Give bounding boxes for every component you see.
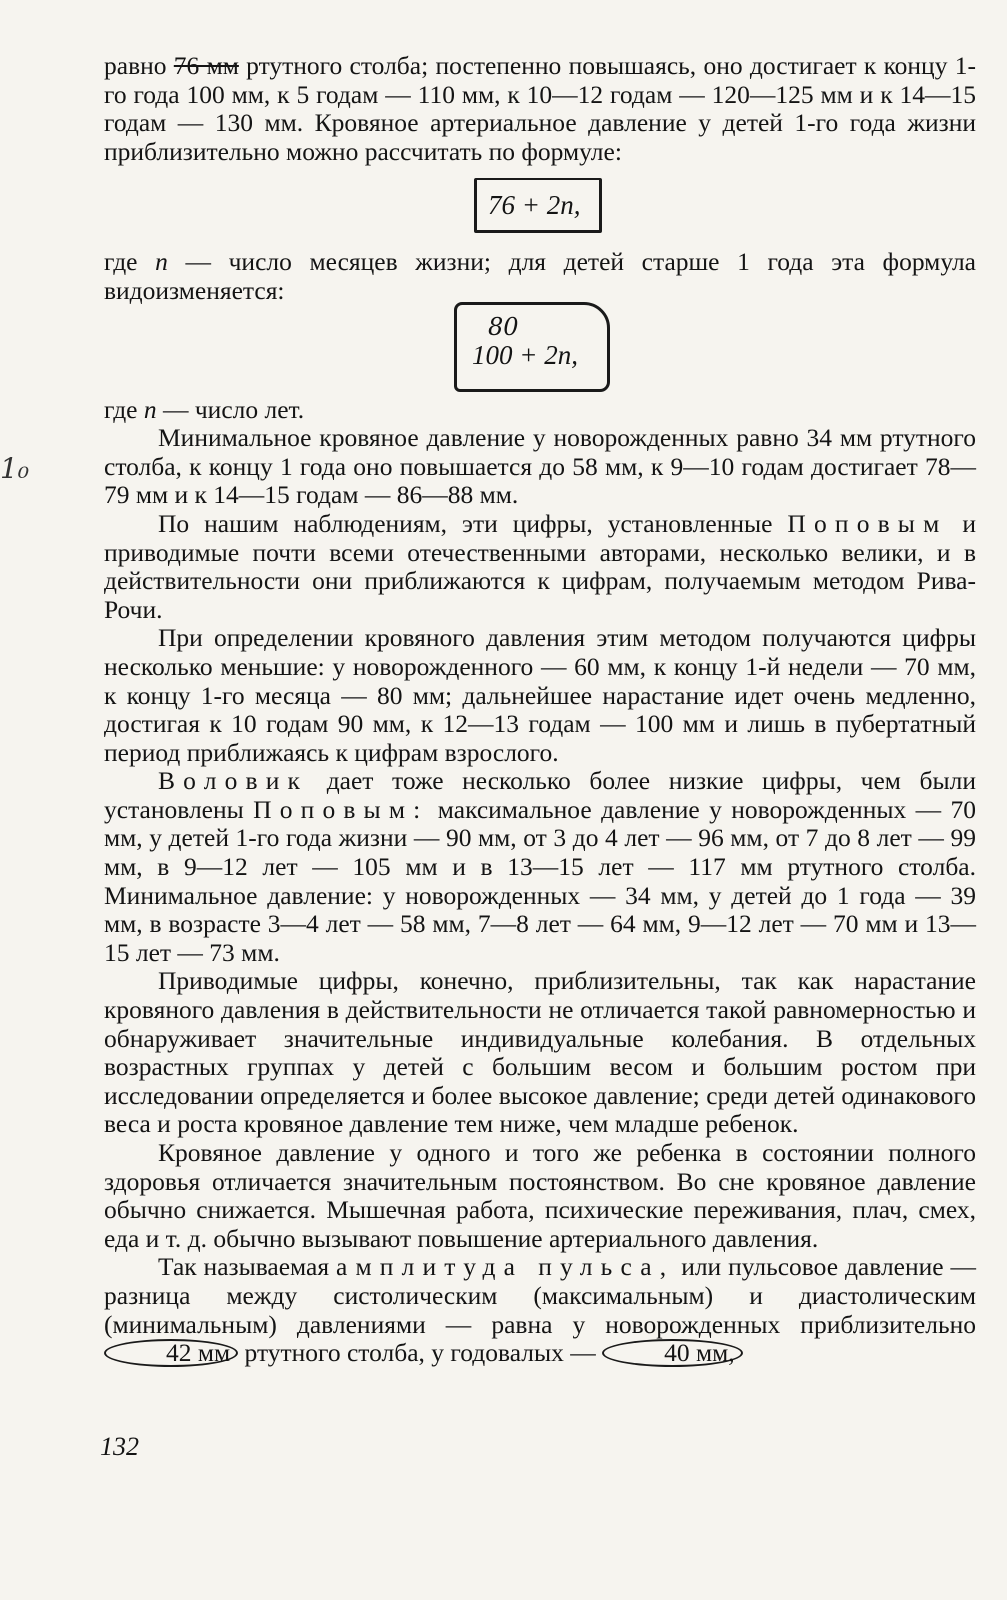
body-text [104, 52, 976, 1368]
paragraph-1: равно 76 мм ртутного столба; постепенно повышаясь, оно достигает к концу 1-го года 100 мм, к 5 годам — 110 мм, к 10—12 годам — 120—125 мм и к 14—15 годам — 130 мм. Кровяное артериальное давление у детей 1-го года жизни приблизительно можно рассчитать по формуле: [104, 51, 976, 166]
margin-handwritten-mark: 1₀ [0, 452, 30, 485]
term-emphasis: амплитуда пульса, [335, 1252, 675, 1282]
paragraph-6: При определении кровяного давления этим методом получаются цифры несколько меньшие: у новорожденного — 60 мм, к концу 1-й недели — 70 мм, к концу 1-го месяца — 80 мм; дальнейшее нарастание идет очень медленно, достигая к 10 годам 90 мм, к 12—13 годам — 100 мм и лишь в пубертатный период приближаясь к цифрам взрослого. [104, 623, 976, 767]
circled-value: 42 мм [104, 1339, 238, 1367]
page-number: 132 [100, 1432, 139, 1461]
paragraph-4: Минимальное кровяное давление у новорожденных равно 34 мм ртутного столба, к концу 1 года оно повышается до 58 мм, к 9—10 годам достигает 78—79 мм и к 14—15 годам — 86—88 мм. [104, 423, 976, 510]
formula-expression: 76 + 2n, [488, 190, 581, 221]
circled-value: 40 мм, [602, 1339, 743, 1367]
paragraph-8: Приводимые цифры, конечно, приблизительны, так как нарастание кровяного давления в действительности не отличается такой равномерностью и обнаруживает значительные индивидуальные колебания. В отдельных возрастных группах у детей с большим весом и большим ростом при исследовании определяется и более высокое давление; среди детей одинакового веса и роста кровяное давление тем ниже, чем младше ребенок. [104, 966, 976, 1139]
formula-older [454, 306, 624, 396]
author-name: Поповым [787, 508, 948, 538]
formula-infant [474, 178, 604, 234]
struck-value: 76 мм [173, 51, 239, 80]
paragraph-5: По нашим наблюдениям, эти цифры, установленные Поповым и приводимые почти всеми отечественными авторами, несколько велики, и в действительности они приближаются к цифрам, получаемым методом Рива-Рочи. [104, 508, 977, 624]
author-name: Воловик [158, 766, 309, 796]
formula-expression: 100 + 2n, [472, 339, 578, 370]
paragraph-9: Кровяное давление у одного и того же ребенка в состоянии полного здоровья отличается значительным постоянством. Во сне кровяное давление обычно снижается. Мышечная работа, психические переживания, плач, смех, еда и т. д. обычно вызывают повышение артериального давления. [104, 1138, 976, 1253]
paragraph-10: Так называемая амплитуда пульса, или пульсовое давление — разница между систолическим (максимальным) и диастолическим (минимальным) давлениями — равна у новорожденных приблизительно42 мм ртутного столба, у годовалых — 40 мм, [104, 1252, 977, 1368]
paragraph-7: Воловик дает тоже несколько более низкие цифры, чем были установлены Поповым: максимальное давление у новорожденных — 70 мм, у детей 1-го года жизни — 90 мм, от 3 до 4 лет — 96 мм, от 7 до 8 лет — 99 мм, в 9—12 лет — 105 мм и в 13—15 лет — 117 мм ртутного столба. Минимальное давление: у новорожденных — 34 мм, у детей до 1 года — 39 мм, в возрасте 3—4 лет — 58 мм, 7—8 лет — 64 мм, 9—12 лет — 70 мм и 13—15 лет — 73 мм. [104, 766, 977, 967]
handwritten-correction: 80 [488, 312, 519, 341]
author-name: Поповым: [253, 794, 429, 824]
paragraph-2: где n — число месяцев жизни; для детей старше 1 года эта формула видоизменяется: [104, 247, 976, 305]
paragraph-3: где n — число лет. [104, 394, 305, 424]
